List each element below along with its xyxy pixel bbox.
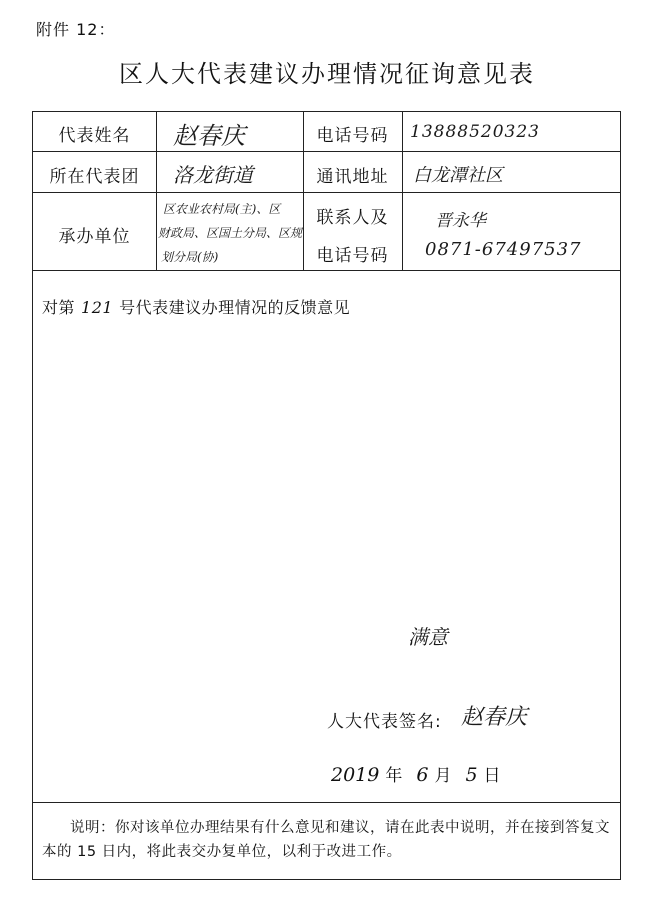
phone-value: 13888520323 — [410, 122, 540, 142]
row-divider — [33, 192, 620, 193]
contact-name-value: 晋永华 — [435, 211, 486, 231]
rep-name-value: 赵春庆 — [173, 122, 245, 150]
feedback-form-table — [32, 111, 621, 880]
suggestion-number: 121 — [81, 298, 114, 317]
feedback-heading — [42, 295, 350, 318]
handling-unit-value-line1: 区农业农村局(主)、区 — [163, 202, 281, 216]
row-divider — [33, 802, 620, 803]
phone-label: 电话号码 — [316, 126, 389, 146]
handling-unit-label: 承办单位 — [58, 227, 131, 247]
page-title: 区人大代表建议办理情况征询意见表 — [119, 60, 535, 88]
date-line — [331, 761, 515, 786]
date-day: 5 — [465, 764, 478, 786]
handling-unit-value-line3: 划分局(协) — [161, 250, 219, 264]
opinion-value: 满意 — [408, 625, 448, 649]
rep-name-label: 代表姓名 — [58, 126, 131, 146]
delegation-value: 洛龙街道 — [173, 163, 253, 187]
signature-label: 人大代表签名: — [327, 712, 442, 732]
contact-label-line1: 联系人及 — [316, 208, 389, 228]
column-divider — [156, 112, 157, 270]
row-divider — [33, 151, 620, 152]
address-label: 通讯地址 — [316, 167, 389, 187]
contact-phone-value: 0871-67497537 — [425, 239, 582, 260]
row-divider — [33, 270, 620, 271]
date-month-unit: 月 — [434, 766, 452, 786]
instructions-note: 说明：你对该单位办理结果有什么意见和建议，请在此表中说明，并在接到答复文本的 15 日内，将此表交办复单位，以利于改进工作。 — [42, 820, 610, 860]
column-divider — [402, 112, 403, 270]
signature-value: 赵春庆 — [461, 705, 528, 730]
delegation-label: 所在代表团 — [49, 167, 140, 187]
attachment-label: 附件 12： — [36, 20, 116, 39]
date-month: 6 — [416, 764, 429, 786]
feedback-heading-prefix: 对第 — [42, 298, 76, 317]
handling-unit-value-line2: 财政局、区国土分局、区规 — [158, 226, 303, 240]
address-value: 白龙潭社区 — [413, 165, 503, 186]
date-day-unit: 日 — [483, 766, 501, 786]
feedback-heading-suffix: 号代表建议办理情况的反馈意见 — [119, 298, 351, 317]
contact-label-line2: 电话号码 — [316, 246, 389, 266]
date-year-unit: 年 — [385, 766, 403, 786]
date-year: 2019 — [331, 764, 380, 786]
